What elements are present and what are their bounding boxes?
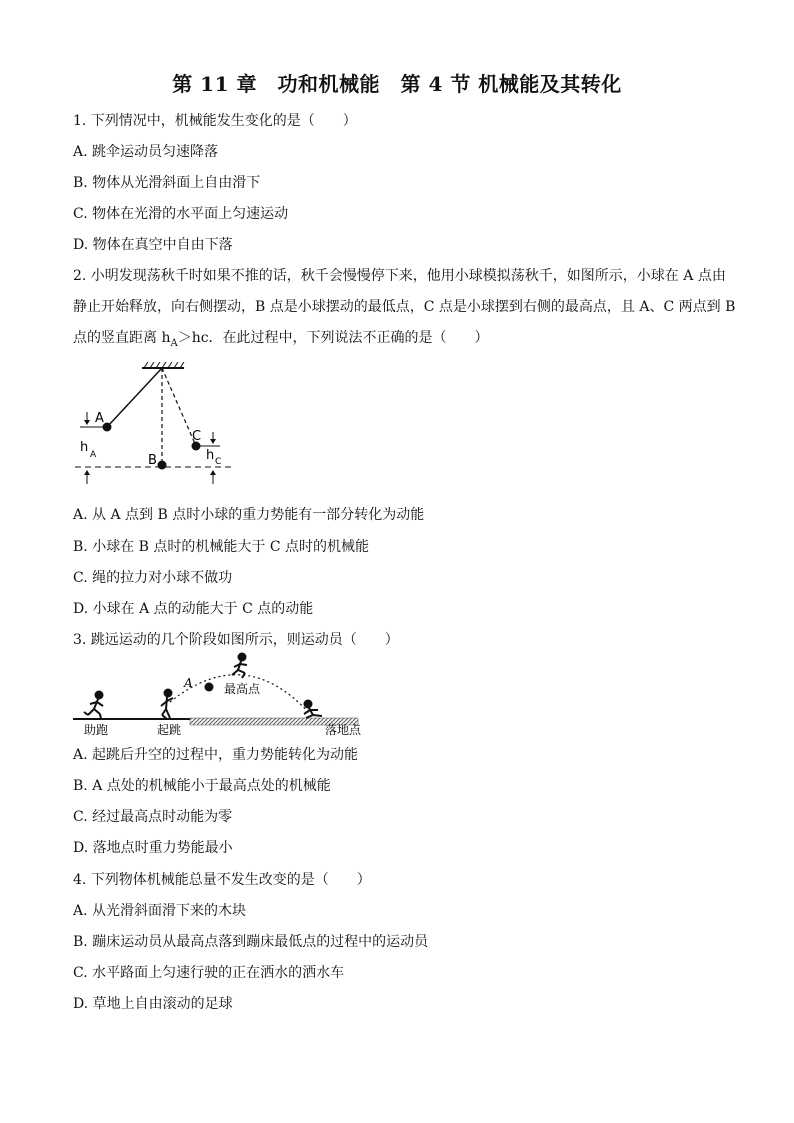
q2-stem-line2: 静止开始释放，向右侧摆动，B 点是小球摆动的最低点，C 点是小球摆到右侧的最高点，且 A、C 两点到 B [73,299,736,315]
string-to-c [162,368,196,446]
q4-option-b: B. 蹦床运动员从最高点落到蹦床最低点的过程中的运动员 [73,934,429,950]
label-a: A [95,411,104,426]
label-c: C [192,429,202,444]
runner-figure [84,692,103,720]
q2-option-d: D. 小球在 A 点的动能大于 C 点的动能 [73,601,314,617]
takeoff-figure [161,690,173,720]
long-jump-figure [70,652,370,740]
label-ha-sub: A [90,450,97,460]
page-title: 第 11 章 功和机械能 第 4 节 机械能及其转化 [172,72,622,96]
q1-option-a: A. 跳伞运动员匀速降落 [73,144,219,160]
label-b: B [148,453,157,468]
q4-stem: 4. 下列物体机械能总量不发生改变的是（ ） [73,872,371,888]
label-takeoff: 起跳 [157,723,182,737]
q1-option-d: D. 物体在真空中自由下落 [73,237,233,253]
string-to-a [107,368,162,427]
q2-option-c: C. 绳的拉力对小球不做功 [73,570,233,586]
point-a [205,683,214,692]
q4-option-a: A. 从光滑斜面滑下来的木块 [73,903,247,919]
q1-option-c: C. 物体在光滑的水平面上匀速运动 [73,206,289,222]
label-ha: h [80,440,89,455]
q2-option-b: B. 小球在 B 点时的机械能大于 C 点时的机械能 [73,539,369,555]
q3-option-d: D. 落地点时重力势能最小 [73,840,233,856]
q1-option-b: B. 物体从光滑斜面上自由滑下 [73,175,261,191]
label-point-a: A [184,676,193,690]
q3-option-a: A. 起跳后升空的过程中，重力势能转化为动能 [73,747,359,763]
label-hc: h [206,448,215,463]
label-landing: 落地点 [325,723,362,737]
label-top: 最高点 [224,682,261,696]
q3-option-c: C. 经过最高点时动能为零 [73,809,233,825]
q4-option-d: D. 草地上自由滚动的足球 [73,996,233,1012]
ball-b [158,461,167,470]
pendulum-figure [70,362,240,490]
q4-option-c: C. 水平路面上匀速行驶的正在洒水的洒水车 [73,965,345,981]
q3-option-b: B. A 点处的机械能小于最高点处的机械能 [73,778,331,794]
q2-stem-line1: 2. 小明发现荡秋千时如果不推的话，秋千会慢慢停下来，他用小球模拟荡秋千，如图所示，小球在 A 点由 [73,268,726,284]
q2-option-a: A. 从 A 点到 B 点时小球的重力势能有一部分转化为动能 [73,507,425,523]
q3-stem: 3. 跳远运动的几个阶段如图所示，则运动员（ ） [73,632,399,648]
label-hc-sub: C [215,457,222,467]
label-run: 助跑 [84,723,109,737]
q2-stem-line3: 点的竖直距离 $h_A>hc$．在此过程中，下列说法不正确的是（ ） [73,330,489,349]
q1-stem: 1. 下列情况中，机械能发生变化的是（ ） [73,113,357,129]
landing-figure [304,701,322,719]
